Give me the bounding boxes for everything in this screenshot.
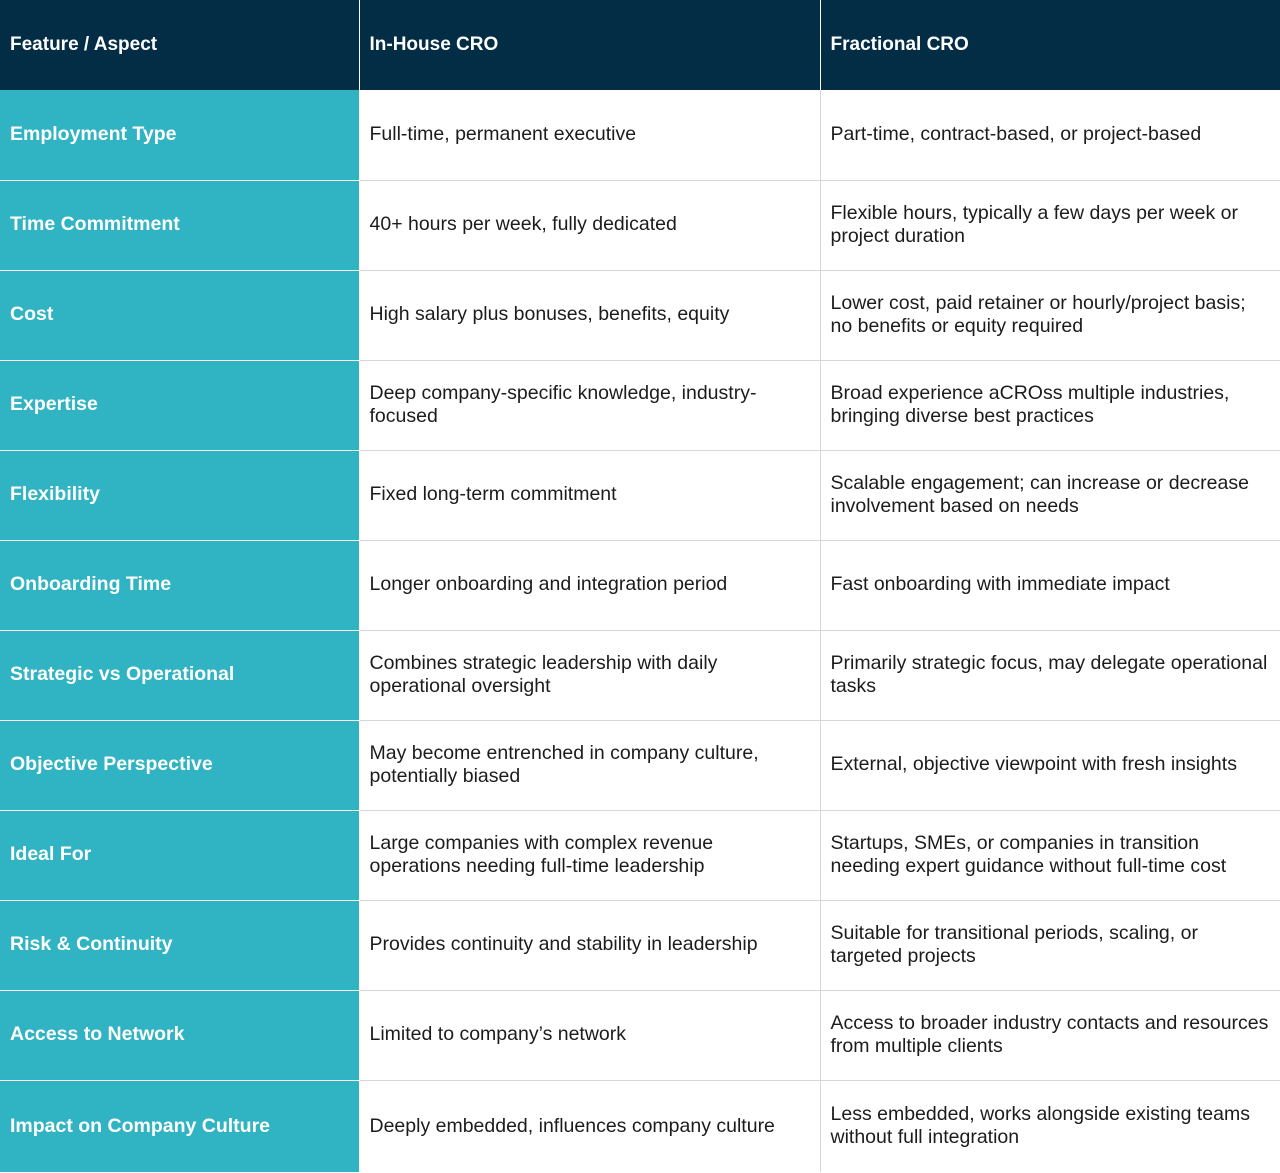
table-row [0,90,1280,180]
fractional-cell: Broad experience aCROss multiple industries, bringing diverse best practices [820,360,1280,450]
feature-cell: Cost [0,270,359,360]
table-row [0,720,1280,810]
table-row [0,450,1280,540]
fractional-cell: External, objective viewpoint with fresh insights [820,720,1280,810]
table-header [0,0,1280,90]
feature-cell: Flexibility [0,450,359,540]
in-house-cell: Deeply embedded, influences company culture [359,1080,820,1172]
feature-cell: Employment Type [0,90,359,180]
feature-cell: Risk & Continuity [0,900,359,990]
header-fractional-cro: Fractional CRO [820,0,1280,90]
fractional-cell: Startups, SMEs, or companies in transition needing expert guidance without full-time cost [820,810,1280,900]
in-house-cell: Longer onboarding and integration period [359,540,820,630]
table-row [0,900,1280,990]
table-row [0,270,1280,360]
feature-cell: Strategic vs Operational [0,630,359,720]
fractional-cell: Scalable engagement; can increase or decrease involvement based on needs [820,450,1280,540]
table-row [0,810,1280,900]
in-house-cell: 40+ hours per week, fully dedicated [359,180,820,270]
in-house-cell: Limited to company’s network [359,990,820,1080]
fractional-cell: Access to broader industry contacts and resources from multiple clients [820,990,1280,1080]
in-house-cell: Deep company-specific knowledge, industry-focused [359,360,820,450]
table-row [0,990,1280,1080]
feature-cell: Impact on Company Culture [0,1080,359,1172]
feature-cell: Onboarding Time [0,540,359,630]
in-house-cell: Large companies with complex revenue operations needing full-time leadership [359,810,820,900]
fractional-cell: Suitable for transitional periods, scaling, or targeted projects [820,900,1280,990]
table-row [0,1080,1280,1172]
table-row [0,540,1280,630]
table-row [0,630,1280,720]
fractional-cell: Less embedded, works alongside existing teams without full integration [830,1102,1250,1149]
in-house-cell: May become entrenched in company culture, potentially biased [359,720,820,810]
fractional-cell: Fast onboarding with immediate impact [820,540,1280,630]
feature-cell: Expertise [0,360,359,450]
header-feature-aspect: Feature / Aspect [0,0,359,90]
table-row [0,180,1280,270]
header-row [0,0,1280,90]
feature-cell: Time Commitment [0,180,359,270]
table-body [0,90,1280,1172]
feature-cell: Access to Network [0,990,359,1080]
fractional-cell: Primarily strategic focus, may delegate operational tasks [820,630,1280,720]
in-house-cell: High salary plus bonuses, benefits, equity [359,270,820,360]
feature-cell: Ideal For [0,810,359,900]
header-in-house-cro: In-House CRO [359,0,820,90]
fractional-cell: Part-time, contract-based, or project-based [820,90,1280,180]
fractional-cell: Flexible hours, typically a few days per week or project duration [820,180,1280,270]
feature-cell: Objective Perspective [0,720,359,810]
in-house-cell: Full-time, permanent executive [359,90,820,180]
in-house-cell: Combines strategic leadership with daily operational oversight [359,630,820,720]
fractional-cell: Lower cost, paid retainer or hourly/project basis; no benefits or equity required [820,270,1280,360]
in-house-cell: Provides continuity and stability in leadership [359,900,820,990]
table-row [0,360,1280,450]
in-house-cell: Fixed long-term commitment [359,450,820,540]
